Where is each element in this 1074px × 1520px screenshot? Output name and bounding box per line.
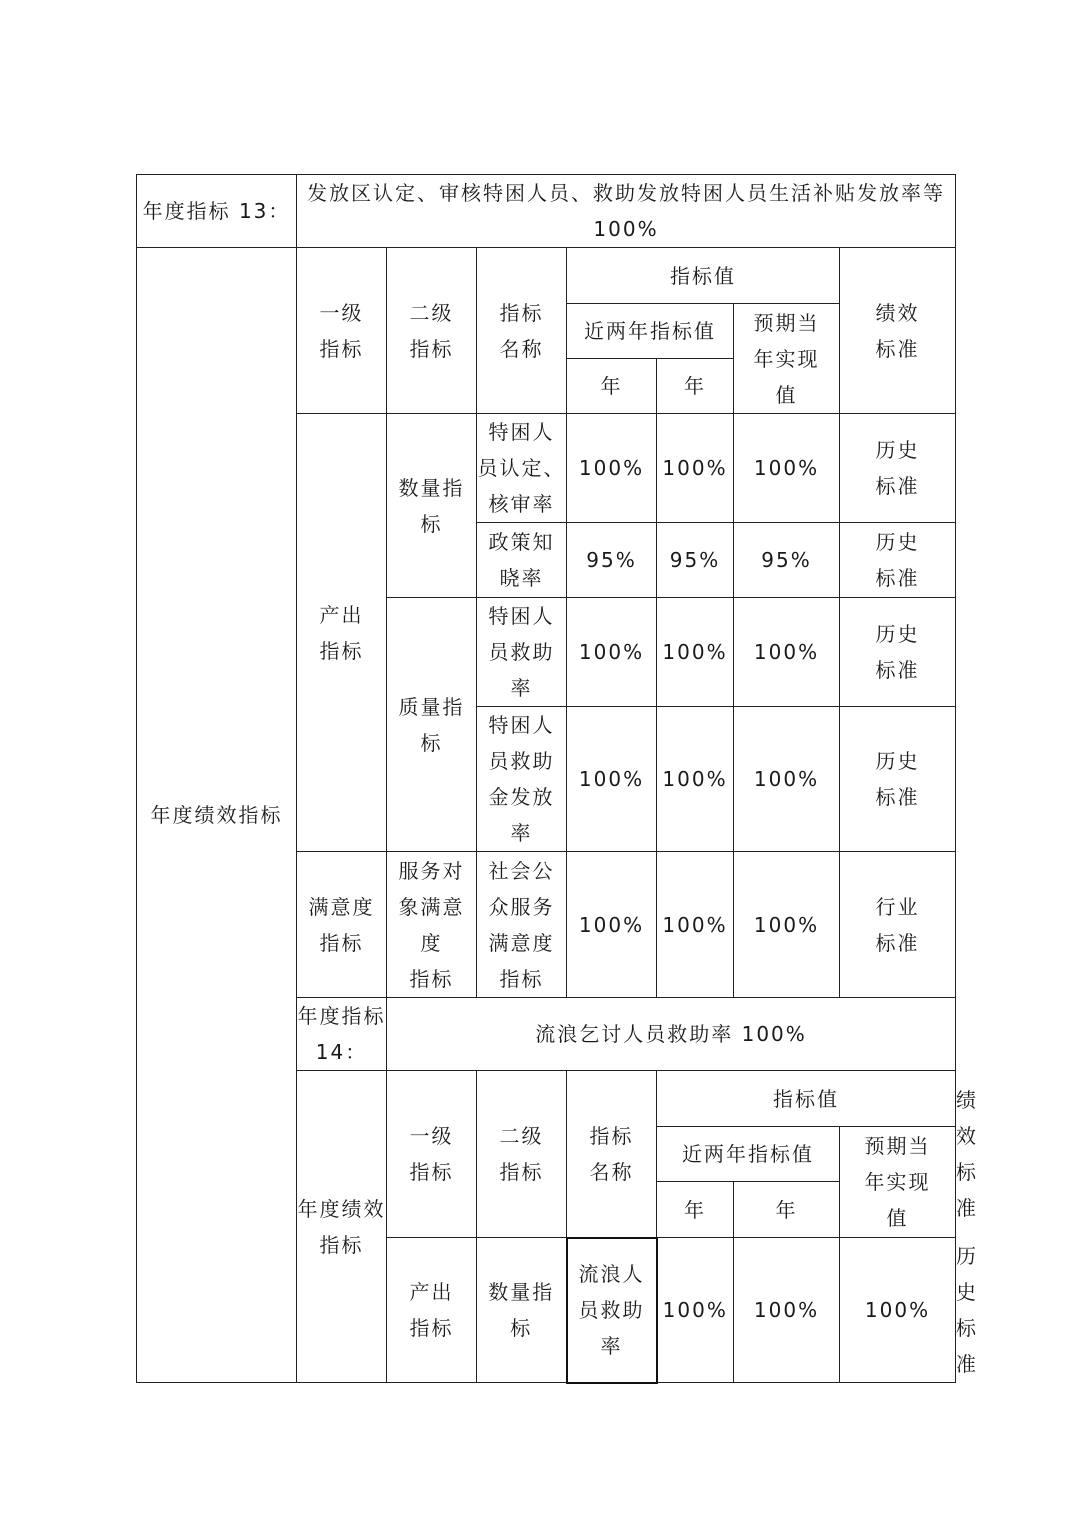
cell-text-line: 标准 — [875, 930, 920, 955]
standard-cell — [840, 523, 956, 598]
cell-text-line: 值 — [886, 1206, 909, 1230]
cell-text-line: 指标 — [499, 966, 544, 991]
year2-value: 100% — [657, 852, 734, 998]
cell-text-line: 金发放 — [488, 785, 555, 809]
cell-text-line: 率 — [510, 821, 533, 845]
cell-text-line: 指标 — [499, 300, 544, 325]
indicator-name-cell — [477, 598, 567, 707]
cell-text-line: 预期当 — [753, 310, 820, 335]
cell-text-line: 指标 — [499, 1160, 544, 1184]
header-indicator-name — [567, 1071, 657, 1238]
cell-text-line: 指标 — [409, 1316, 454, 1340]
cell-text-line: 值 — [775, 382, 798, 407]
cell-text-line: 象满意 — [398, 894, 465, 919]
indicator-13-label: 年度指标 13： — [137, 175, 297, 248]
year1-value: 100% — [567, 598, 657, 707]
cell-text-line: 标准 — [875, 566, 920, 590]
cell-text-line: 数量指 — [488, 1280, 555, 1304]
table-row: 产出 指标 数量指 标 流浪人 员救助 率 100% 100% 100% 历史 标准 — [137, 1238, 956, 1383]
performance-indicator-document — [136, 174, 979, 1384]
cell-text-line: 指标 — [409, 966, 454, 991]
header-year-1: 年 — [567, 359, 657, 414]
header-indicator-name — [477, 248, 567, 414]
cell-text-line: 二级 — [499, 1124, 544, 1148]
cell-text-line: 标 — [420, 730, 443, 755]
cell-text-line: 满意度 — [488, 930, 555, 955]
cell-text-line: 指标 — [409, 1160, 454, 1184]
header-recent-two-years: 近两年指标值 — [657, 1127, 840, 1182]
cell-text-line: 晓率 — [499, 566, 544, 590]
header-year-2: 年 — [734, 1182, 840, 1238]
cell-text-line: 特困人 — [488, 713, 555, 737]
cell-text-line: 指标 — [589, 1123, 634, 1148]
header-indicator-value: 指标值 — [567, 248, 840, 304]
output-indicator-label — [387, 1238, 477, 1383]
cell-text-line: 二级 — [409, 300, 454, 325]
expected-value: 95% — [734, 523, 840, 598]
expected-value: 100% — [734, 414, 840, 523]
indicator-13-row — [137, 175, 956, 248]
cell-text-line: 服务对 — [398, 858, 465, 883]
cell-text-line: 历史 — [875, 438, 920, 462]
cell-text-line: 一级 — [409, 1124, 454, 1148]
cell-text-line: 特困人 — [488, 604, 555, 628]
cell-text-line: 员救助 — [488, 749, 555, 773]
indicator-14-goal: 流浪乞讨人员救助率 100% — [387, 998, 956, 1071]
header-year-2: 年 — [657, 359, 734, 414]
cell-text-line: 率 — [600, 1334, 623, 1358]
header-year-1: 年 — [657, 1182, 734, 1238]
cell-text-line: 度 — [420, 930, 443, 955]
year1-value: 100% — [657, 1238, 734, 1383]
year1-value: 100% — [567, 414, 657, 523]
header-second-level — [477, 1071, 567, 1238]
cell-text-line: 标 — [420, 511, 443, 536]
header-indicator-value: 指标值 — [657, 1071, 956, 1127]
cell-text-line: 质量指 — [398, 694, 465, 719]
cell-text-line: 指标 — [319, 930, 364, 955]
year1-value: 95% — [567, 523, 657, 598]
header-first-level — [297, 248, 387, 414]
quantity-indicator-label — [477, 1238, 567, 1383]
cell-text-line: 特困人 — [488, 420, 555, 444]
cell-text-line: 绩效 — [875, 300, 920, 325]
output-indicator-label — [297, 414, 387, 852]
indicator-name-cell — [477, 707, 567, 852]
cell-text-line: 产出 — [319, 602, 364, 627]
header-row-1: 年度绩效指标 一级 指标 二级 指标 指标 名称 指标值 绩效 标准 — [137, 1071, 956, 1127]
year2-value: 100% — [657, 598, 734, 707]
quality-indicator-label — [387, 598, 477, 852]
cell-text-line: 员救助 — [488, 640, 555, 664]
expected-value: 100% — [734, 707, 840, 852]
year1-value: 100% — [567, 852, 657, 998]
cell-text-line: 产出 — [409, 1280, 454, 1304]
cell-text-line: 标准 — [875, 474, 920, 498]
cell-text-line: 流浪人 — [578, 1262, 645, 1286]
cell-text-line: 指标 — [319, 638, 364, 663]
standard-cell — [840, 598, 956, 707]
indicator-13-goal — [297, 175, 956, 248]
standard-cell — [840, 414, 956, 523]
satisfaction-indicator-label — [297, 852, 387, 998]
cell-text-line: 年实现 — [753, 346, 820, 371]
year2-value: 100% — [657, 707, 734, 852]
cell-text-line: 标准 — [875, 336, 920, 361]
indicator-13-goal-line1: 发放区认定、审核特困人员、救助发放特困人员生活补贴发放率等 — [307, 181, 946, 205]
cell-text-line: 标准 — [875, 785, 920, 809]
header-row-1 — [137, 248, 956, 304]
indicator-14-label: 年度指标 14： — [297, 998, 387, 1071]
cell-text-line: 年实现 — [864, 1170, 931, 1194]
indicator-table — [136, 174, 979, 1384]
header-second-level — [387, 248, 477, 414]
indicator-name-cell — [567, 1238, 657, 1383]
year2-value: 100% — [657, 414, 734, 523]
cell-text-line: 员救助 — [578, 1298, 645, 1322]
indicator-13-goal-line2: 100% — [593, 217, 659, 241]
quantity-indicator-label — [387, 414, 477, 598]
cell-text-line: 核审率 — [488, 492, 555, 516]
annual-performance-label: 年度绩效指标 — [297, 1071, 387, 1383]
year2-value: 100% — [734, 1238, 840, 1383]
header-performance-standard — [840, 248, 956, 414]
cell-text-line: 员认定、 — [477, 456, 566, 480]
header-expected-value — [734, 304, 840, 414]
cell-text-line: 指标 — [409, 336, 454, 361]
annual-performance-label: 年度绩效指标 — [137, 248, 297, 1383]
cell-text-line: 历史 — [875, 749, 920, 773]
cell-text-line: 指标 — [319, 336, 364, 361]
cell-text-line: 行业 — [875, 894, 920, 919]
expected-value: 100% — [840, 1238, 956, 1383]
cell-text-line: 一级 — [319, 300, 364, 325]
cell-text-line: 标 — [510, 1316, 533, 1340]
indicator-name-cell — [477, 414, 567, 523]
header-recent-two-years: 近两年指标值 — [567, 304, 734, 359]
standard-cell — [840, 852, 956, 998]
service-satisfaction-label — [387, 852, 477, 998]
header-first-level — [387, 1071, 477, 1238]
cell-text-line: 历史 — [875, 622, 920, 646]
year1-value: 100% — [567, 707, 657, 852]
cell-text-line: 率 — [510, 676, 533, 700]
cell-text-line: 预期当 — [864, 1134, 931, 1158]
expected-value: 100% — [734, 852, 840, 998]
cell-text-line: 众服务 — [488, 894, 555, 919]
cell-text-line: 名称 — [589, 1159, 634, 1184]
header-expected-value — [840, 1127, 956, 1238]
cell-text-line: 数量指 — [398, 475, 465, 500]
cell-text-line: 标准 — [875, 658, 920, 682]
indicator-name-cell — [477, 523, 567, 598]
cell-text-line: 社会公 — [488, 858, 555, 883]
year2-value: 95% — [657, 523, 734, 598]
cell-text-line: 满意度 — [308, 894, 375, 919]
cell-text-line: 历史 — [875, 530, 920, 554]
expected-value: 100% — [734, 598, 840, 707]
cell-text-line: 政策知 — [488, 530, 555, 554]
cell-text-line: 名称 — [499, 336, 544, 361]
standard-cell — [840, 707, 956, 852]
indicator-name-cell — [477, 852, 567, 998]
